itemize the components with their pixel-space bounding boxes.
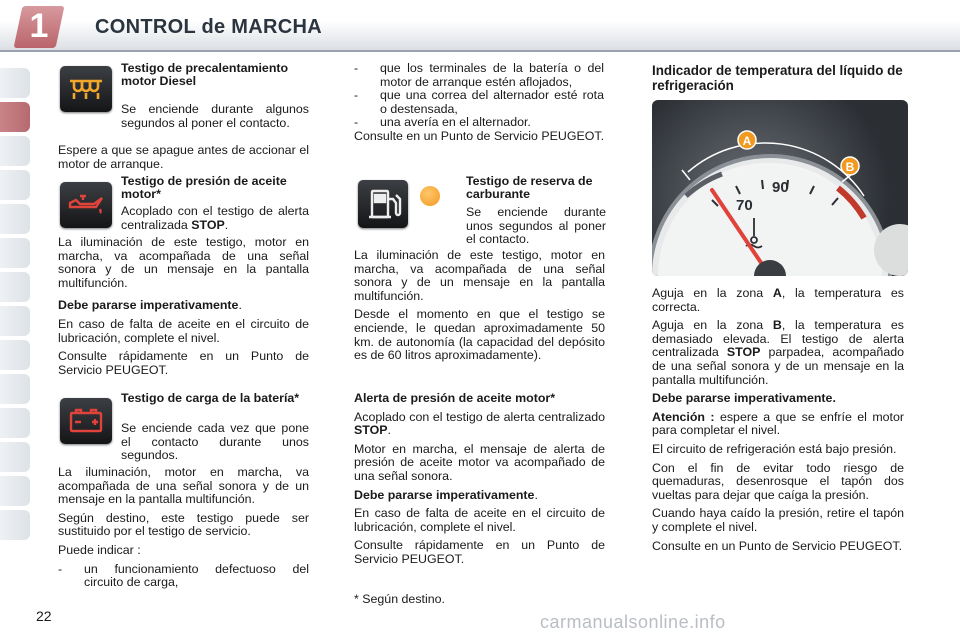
fuel-warning-icon [358, 180, 408, 228]
attention-text: espere a que se enfríe el motor para completar el nivel. [652, 409, 904, 438]
chapter-tab-active[interactable] [0, 102, 30, 132]
oil-alert-section [354, 392, 605, 572]
coolant-zone-a-text-end: , la temperatura es correcta. [652, 286, 904, 314]
header-divider [0, 50, 960, 52]
must-stop-label: Debe pararse imperativamente. [652, 391, 836, 406]
gauge-tick-90: 90 [772, 179, 789, 196]
chapter-tab[interactable] [0, 170, 30, 200]
battery-title: Testigo de carga de la batería* [121, 391, 300, 405]
zone-b-ref: B [772, 318, 782, 333]
oil-pressure-body-end: . [224, 217, 229, 232]
chapter-tab[interactable] [0, 136, 30, 166]
chapter-tabs [0, 68, 34, 544]
list-bullet: - [354, 88, 359, 103]
glow-plug-title: Testigo de precalentamiento motor Diesel [121, 61, 289, 89]
chapter-tab[interactable] [0, 306, 30, 336]
must-stop-label: Debe pararse imperativamente [58, 298, 239, 313]
zone-b-label: B [845, 160, 855, 174]
chapter-tab[interactable] [0, 442, 30, 472]
oil-pressure-description [58, 236, 309, 382]
oil-pressure-title: Testigo de presión de aceite motor* [121, 174, 287, 202]
zone-a-ref: A [772, 286, 782, 300]
list-bullet: - [354, 115, 359, 130]
service-note: Consulte rápidamente en un Punto de Servicio PEUGEOT. [354, 538, 605, 566]
fuel-range-note: Desde el momento en que el testigo se enciende, le quedan aproximadamente 50 km. de autonomía (la capacidad del depósito es de 60 litros aproximadamente). [354, 307, 605, 363]
list-item-text: una avería en el alternador. [380, 115, 531, 130]
coolant-zone-b-text-end: parpadea, acompañado de una señal sonora y de un mensaje en la pantalla multifunción. [652, 345, 904, 387]
coolant-temperature-gauge [652, 100, 908, 276]
fuel-indicator-light-icon [420, 186, 440, 206]
oil-level-note: En caso de falta de aceite en el circuito de lubricación, complete el nivel. [58, 316, 309, 345]
list-item-text: un funcionamiento defectuoso del circuito de carga, [84, 561, 309, 590]
oil-alert-text-end: . [387, 423, 391, 438]
list-item [354, 116, 604, 130]
chapter-tab[interactable] [0, 272, 30, 302]
fault-list [354, 62, 604, 149]
chapter-tab[interactable] [0, 340, 30, 370]
gauge-dial-face [658, 164, 882, 276]
fuel-title: Testigo de reserva de carburante [466, 174, 593, 202]
battery-body: Se enciende cada vez que pone el contacto durante unos segundos. [121, 421, 309, 463]
chapter-tab[interactable] [0, 510, 30, 540]
page-number: 22 [36, 608, 52, 624]
oil-alert-title: Alerta de presión de aceite motor* [354, 391, 556, 405]
list-bullet: - [354, 61, 359, 75]
stop-label: STOP [354, 423, 388, 438]
service-note: Consulte rápidamente en un Punto de Servicio PEUGEOT. [58, 349, 309, 377]
service-note: Consulte en un Punto de Servicio PEUGEOT. [652, 538, 903, 553]
chapter-tab[interactable] [0, 204, 30, 234]
chapter-tab[interactable] [0, 476, 30, 506]
coolant-description [652, 287, 904, 558]
list-item [58, 563, 309, 590]
battery-note: La iluminación, motor en marcha, va acompañada de una señal sonora y de un mensaje en la pantalla multifunción. [58, 465, 309, 507]
list-item [354, 89, 604, 116]
oil-alert-message-note: Motor en marcha, el mensaje de alerta de presión de aceite motor va acompañado de una señal sonora. [354, 441, 605, 483]
chapter-tab[interactable] [0, 238, 30, 268]
chapter-tab[interactable] [0, 374, 30, 404]
coolant-zone-b-text: Aguja en la zona [652, 318, 773, 333]
oil-pressure-body-text: Acoplado con el testigo de alerta centralizada [121, 204, 309, 232]
stop-label: STOP [726, 345, 761, 360]
refill-note: Cuando haya caído la presión, retire el tapón y complete el nivel. [652, 506, 904, 534]
page-title: CONTROL de MARCHA [95, 16, 322, 38]
coolant-zone-b-text-mid: , la temperatura es demasiado elevada. El testigo de alerta centralizada [652, 318, 904, 360]
burn-warning-note: Con el fin de evitar todo riesgo de quemaduras, desenrosque el tapón dos vueltas para dejar que caíga la presión. [652, 460, 904, 502]
oil-pressure-warning-icon [60, 182, 112, 228]
must-stop-label: Debe pararse imperativamente [354, 487, 535, 502]
battery-can-indicate: Puede indicar : [58, 542, 141, 557]
glow-plug-note: Espere a que se apague antes de accionar el motor de arranque. [58, 143, 309, 171]
battery-warning-icon [60, 398, 112, 444]
oil-pressure-body [121, 205, 309, 232]
zone-a-label: A [742, 134, 752, 148]
chapter-tab[interactable] [0, 408, 30, 438]
chapter-tab[interactable] [0, 68, 30, 98]
battery-description [58, 466, 309, 590]
fuel-description [354, 249, 605, 368]
fuel-body: Se enciende durante unos segundos al poner el contacto. [466, 205, 606, 247]
pressure-note: El circuito de refrigeración está bajo presión. [652, 441, 897, 456]
glow-plug-body: Se enciende durante algunos segundos al poner el contacto. [121, 102, 309, 130]
footnote: * Según destino. [354, 592, 445, 606]
coolant-section-title: Indicador de temperatura del líquido de refrigeración [652, 63, 903, 93]
list-item-text: que una correa del alternador esté rota o destensada, [380, 88, 604, 116]
gauge-tick-70: 70 [736, 197, 753, 214]
attention-label: Atención : [652, 409, 715, 424]
must-stop-end: . [238, 298, 242, 313]
coolant-zone-a-text: Aguja en la zona [652, 286, 773, 300]
watermark: carmanualsonline.info [540, 612, 726, 632]
glow-plug-warning-icon [60, 66, 112, 112]
chapter-number: 1 [29, 7, 49, 45]
oil-pressure-note: La iluminación de este testigo, motor en marcha, va acompañada de una señal sonora y de un mensaje en la pantalla multifunción. [58, 235, 309, 290]
oil-level-note: En caso de falta de aceite en el circuito de lubricación, complete el nivel. [354, 506, 605, 534]
list-item-text: que los terminales de la batería o del motor de arranque estén aflojados, [380, 61, 604, 89]
must-stop-end: . [534, 487, 538, 502]
list-item [354, 62, 604, 89]
list-bullet: - [58, 561, 63, 576]
oil-alert-text: Acoplado con el testigo de alerta centralizado [354, 409, 605, 424]
battery-destination-note: Según destino, este testigo puede ser sustituido por el testigo de servicio. [58, 510, 309, 539]
stop-label: STOP [191, 217, 225, 232]
fuel-note: La iluminación de este testigo, motor en marcha, va acompañada de una señal sonora y de un mensaje en la pantalla multifunción. [354, 248, 605, 303]
service-note: Consulte en un Punto de Servicio PEUGEOT. [354, 128, 605, 143]
